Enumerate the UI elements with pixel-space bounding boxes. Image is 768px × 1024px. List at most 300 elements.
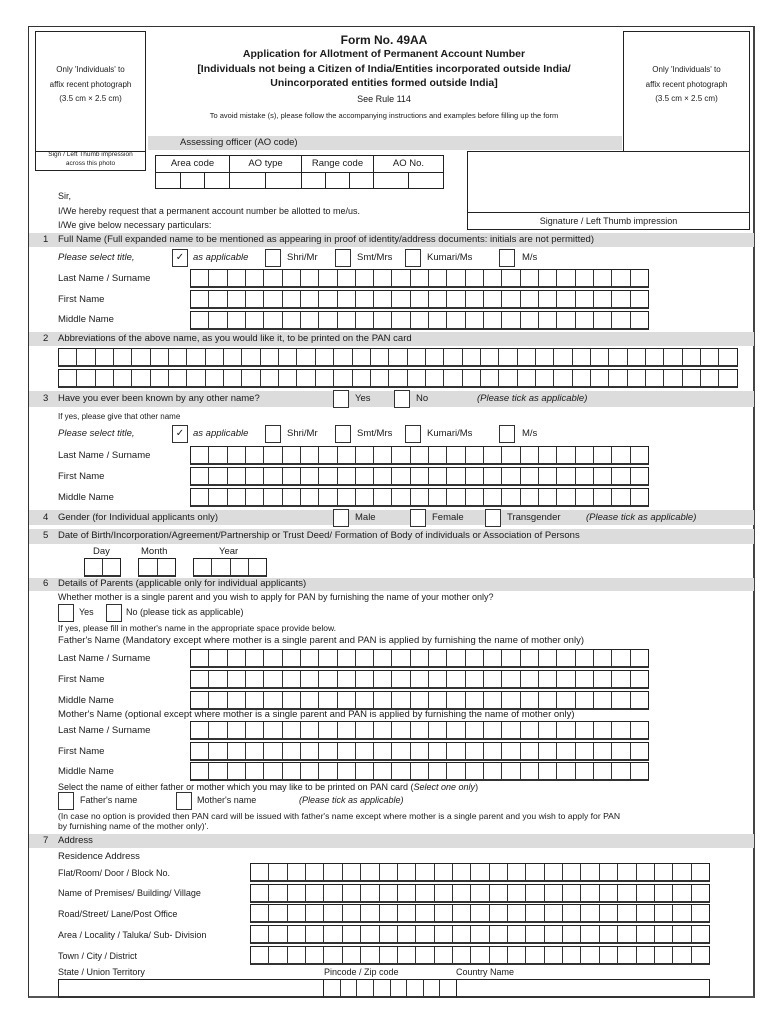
char-cell[interactable]: [521, 291, 539, 307]
char-cell[interactable]: [576, 270, 594, 286]
char-cell[interactable]: [557, 650, 575, 666]
char-cell[interactable]: [502, 270, 520, 286]
char-cell[interactable]: [429, 722, 447, 738]
char-cell[interactable]: [371, 370, 389, 386]
char-cell[interactable]: [283, 291, 301, 307]
char-cell[interactable]: [264, 489, 282, 505]
char-cell[interactable]: [594, 722, 612, 738]
char-cell[interactable]: [701, 370, 719, 386]
ao-cell[interactable]: [156, 173, 181, 189]
char-cell[interactable]: [231, 559, 249, 575]
char-cell[interactable]: [392, 722, 410, 738]
char-cell[interactable]: [484, 291, 502, 307]
char-cell[interactable]: [576, 743, 594, 759]
char-cell[interactable]: [151, 370, 169, 386]
char-cell[interactable]: [466, 743, 484, 759]
char-cell[interactable]: [655, 905, 673, 921]
char-cell[interactable]: [471, 885, 489, 901]
char-cell[interactable]: [246, 692, 264, 708]
char-cell[interactable]: [453, 885, 471, 901]
char-cell[interactable]: [191, 650, 209, 666]
char-cell[interactable]: [612, 692, 630, 708]
char-cell[interactable]: [288, 885, 306, 901]
char-cell[interactable]: [673, 905, 691, 921]
char-cell[interactable]: [374, 291, 392, 307]
ao-cell[interactable]: [350, 173, 374, 189]
char-cell[interactable]: [343, 864, 361, 880]
char-cell[interactable]: [306, 905, 324, 921]
char-cell[interactable]: [646, 370, 664, 386]
char-cell[interactable]: [536, 349, 554, 365]
ao-cell[interactable]: [326, 173, 350, 189]
char-cell[interactable]: [408, 370, 426, 386]
father-first-name-input[interactable]: [190, 670, 649, 689]
char-cell[interactable]: [594, 763, 612, 779]
single-parent-yes-checkbox[interactable]: [58, 604, 74, 622]
char-cell[interactable]: [557, 270, 575, 286]
char-cell[interactable]: [447, 692, 465, 708]
char-cell[interactable]: [251, 905, 269, 921]
char-cell[interactable]: [191, 447, 209, 463]
char-cell[interactable]: [466, 291, 484, 307]
char-cell[interactable]: [228, 447, 246, 463]
char-cell[interactable]: [508, 864, 526, 880]
char-cell[interactable]: [429, 692, 447, 708]
char-cell[interactable]: [319, 743, 337, 759]
char-cell[interactable]: [618, 905, 636, 921]
char-cell[interactable]: [612, 312, 630, 328]
char-cell[interactable]: [447, 270, 465, 286]
char-cell[interactable]: [539, 650, 557, 666]
s3-title-checkbox-as-applicable[interactable]: ✓: [172, 425, 188, 443]
char-cell[interactable]: [374, 489, 392, 505]
char-cell[interactable]: [612, 447, 630, 463]
char-cell[interactable]: [398, 926, 416, 942]
char-cell[interactable]: [664, 349, 682, 365]
char-cell[interactable]: [246, 489, 264, 505]
char-cell[interactable]: [573, 370, 591, 386]
char-cell[interactable]: [631, 743, 648, 759]
char-cell[interactable]: [191, 671, 209, 687]
char-cell[interactable]: [637, 947, 655, 963]
char-cell[interactable]: [283, 671, 301, 687]
char-cell[interactable]: [228, 489, 246, 505]
char-cell[interactable]: [288, 905, 306, 921]
char-cell[interactable]: [319, 671, 337, 687]
char-cell[interactable]: [563, 905, 581, 921]
char-cell[interactable]: [283, 692, 301, 708]
char-cell[interactable]: [242, 370, 260, 386]
char-cell[interactable]: [59, 370, 77, 386]
char-cell[interactable]: [338, 291, 356, 307]
char-cell[interactable]: [392, 447, 410, 463]
char-cell[interactable]: [288, 947, 306, 963]
ao-cell[interactable]: [302, 173, 326, 189]
char-cell[interactable]: [356, 468, 374, 484]
char-cell[interactable]: [301, 312, 319, 328]
char-cell[interactable]: [563, 864, 581, 880]
char-cell[interactable]: [139, 559, 158, 575]
char-cell[interactable]: [521, 312, 539, 328]
char-cell[interactable]: [356, 743, 374, 759]
char-cell[interactable]: [228, 270, 246, 286]
char-cell[interactable]: [521, 692, 539, 708]
char-cell[interactable]: [447, 743, 465, 759]
char-cell[interactable]: [447, 489, 465, 505]
char-cell[interactable]: [426, 349, 444, 365]
char-cell[interactable]: [576, 291, 594, 307]
char-cell[interactable]: [319, 447, 337, 463]
char-cell[interactable]: [631, 270, 648, 286]
char-cell[interactable]: [609, 349, 627, 365]
char-cell[interactable]: [228, 671, 246, 687]
char-cell[interactable]: [631, 722, 648, 738]
char-cell[interactable]: [557, 489, 575, 505]
ao-cell[interactable]: [409, 173, 443, 189]
char-cell[interactable]: [246, 763, 264, 779]
char-cell[interactable]: [453, 905, 471, 921]
char-cell[interactable]: [246, 447, 264, 463]
char-cell[interactable]: [338, 468, 356, 484]
char-cell[interactable]: [398, 885, 416, 901]
char-cell[interactable]: [664, 370, 682, 386]
char-cell[interactable]: [573, 349, 591, 365]
char-cell[interactable]: [374, 671, 392, 687]
char-cell[interactable]: [77, 370, 95, 386]
char-cell[interactable]: [631, 312, 648, 328]
char-cell[interactable]: [392, 468, 410, 484]
char-cell[interactable]: [224, 370, 242, 386]
char-cell[interactable]: [557, 763, 575, 779]
dob-month-input[interactable]: [138, 558, 176, 577]
char-cell[interactable]: [392, 692, 410, 708]
char-cell[interactable]: [301, 692, 319, 708]
char-cell[interactable]: [411, 671, 429, 687]
char-cell[interactable]: [563, 885, 581, 901]
char-cell[interactable]: [301, 447, 319, 463]
char-cell[interactable]: [518, 349, 536, 365]
char-cell[interactable]: [392, 671, 410, 687]
char-cell[interactable]: [490, 864, 508, 880]
char-cell[interactable]: [631, 489, 648, 505]
char-cell[interactable]: [324, 980, 341, 996]
char-cell[interactable]: [269, 926, 287, 942]
s3-title-checkbox-smt[interactable]: [335, 425, 351, 443]
char-cell[interactable]: [356, 291, 374, 307]
char-cell[interactable]: [374, 312, 392, 328]
char-cell[interactable]: [563, 947, 581, 963]
address-flat-input[interactable]: [250, 863, 710, 882]
char-cell[interactable]: [301, 722, 319, 738]
char-cell[interactable]: [581, 885, 599, 901]
char-cell[interactable]: [306, 864, 324, 880]
char-cell[interactable]: [526, 885, 544, 901]
char-cell[interactable]: [338, 489, 356, 505]
char-cell[interactable]: [466, 722, 484, 738]
char-cell[interactable]: [502, 671, 520, 687]
char-cell[interactable]: [374, 743, 392, 759]
char-cell[interactable]: [618, 885, 636, 901]
char-cell[interactable]: [316, 349, 334, 365]
char-cell[interactable]: [576, 692, 594, 708]
char-cell[interactable]: [356, 270, 374, 286]
char-cell[interactable]: [447, 447, 465, 463]
char-cell[interactable]: [338, 743, 356, 759]
char-cell[interactable]: [353, 349, 371, 365]
char-cell[interactable]: [224, 349, 242, 365]
char-cell[interactable]: [288, 926, 306, 942]
s3-middle-name-input[interactable]: [190, 488, 649, 507]
char-cell[interactable]: [581, 905, 599, 921]
char-cell[interactable]: [283, 743, 301, 759]
char-cell[interactable]: [411, 312, 429, 328]
print-mother-name-checkbox[interactable]: [176, 792, 192, 810]
char-cell[interactable]: [338, 312, 356, 328]
char-cell[interactable]: [59, 349, 77, 365]
char-cell[interactable]: [283, 722, 301, 738]
char-cell[interactable]: [191, 743, 209, 759]
char-cell[interactable]: [411, 743, 429, 759]
char-cell[interactable]: [392, 650, 410, 666]
char-cell[interactable]: [374, 447, 392, 463]
char-cell[interactable]: [471, 864, 489, 880]
char-cell[interactable]: [576, 763, 594, 779]
char-cell[interactable]: [261, 370, 279, 386]
gender-female-checkbox[interactable]: [410, 509, 426, 527]
char-cell[interactable]: [228, 743, 246, 759]
other-name-no-checkbox[interactable]: [394, 390, 410, 408]
char-cell[interactable]: [301, 270, 319, 286]
char-cell[interactable]: [338, 692, 356, 708]
char-cell[interactable]: [536, 370, 554, 386]
char-cell[interactable]: [557, 692, 575, 708]
char-cell[interactable]: [288, 864, 306, 880]
char-cell[interactable]: [429, 743, 447, 759]
char-cell[interactable]: [612, 743, 630, 759]
char-cell[interactable]: [612, 722, 630, 738]
title-checkbox-as-applicable[interactable]: ✓: [172, 249, 188, 267]
char-cell[interactable]: [416, 885, 434, 901]
char-cell[interactable]: [191, 763, 209, 779]
char-cell[interactable]: [526, 947, 544, 963]
char-cell[interactable]: [343, 905, 361, 921]
char-cell[interactable]: [440, 980, 456, 996]
char-cell[interactable]: [683, 349, 701, 365]
char-cell[interactable]: [246, 743, 264, 759]
char-cell[interactable]: [655, 864, 673, 880]
char-cell[interactable]: [612, 291, 630, 307]
char-cell[interactable]: [338, 763, 356, 779]
ao-cell[interactable]: [205, 173, 230, 189]
mother-middle-name-input[interactable]: [190, 762, 649, 781]
char-cell[interactable]: [209, 692, 227, 708]
char-cell[interactable]: [502, 291, 520, 307]
abbreviation-input-line-1[interactable]: [58, 348, 738, 367]
char-cell[interactable]: [539, 671, 557, 687]
char-cell[interactable]: [246, 468, 264, 484]
char-cell[interactable]: [594, 489, 612, 505]
char-cell[interactable]: [361, 926, 379, 942]
char-cell[interactable]: [283, 447, 301, 463]
s3-first-name-input[interactable]: [190, 467, 649, 486]
s1-first-name-input[interactable]: [190, 290, 649, 309]
char-cell[interactable]: [251, 864, 269, 880]
char-cell[interactable]: [447, 722, 465, 738]
char-cell[interactable]: [264, 743, 282, 759]
char-cell[interactable]: [683, 370, 701, 386]
char-cell[interactable]: [209, 468, 227, 484]
char-cell[interactable]: [319, 270, 337, 286]
char-cell[interactable]: [411, 270, 429, 286]
char-cell[interactable]: [594, 671, 612, 687]
char-cell[interactable]: [389, 370, 407, 386]
char-cell[interactable]: [114, 349, 132, 365]
char-cell[interactable]: [251, 926, 269, 942]
char-cell[interactable]: [591, 370, 609, 386]
char-cell[interactable]: [324, 947, 342, 963]
char-cell[interactable]: [246, 312, 264, 328]
char-cell[interactable]: [539, 447, 557, 463]
char-cell[interactable]: [209, 650, 227, 666]
char-cell[interactable]: [264, 270, 282, 286]
char-cell[interactable]: [637, 864, 655, 880]
ao-cell[interactable]: [266, 173, 302, 189]
char-cell[interactable]: [392, 743, 410, 759]
char-cell[interactable]: [319, 468, 337, 484]
other-name-yes-checkbox[interactable]: [333, 390, 349, 408]
char-cell[interactable]: [539, 489, 557, 505]
char-cell[interactable]: [356, 312, 374, 328]
char-cell[interactable]: [191, 312, 209, 328]
char-cell[interactable]: [228, 291, 246, 307]
char-cell[interactable]: [628, 370, 646, 386]
char-cell[interactable]: [407, 980, 424, 996]
char-cell[interactable]: [319, 692, 337, 708]
char-cell[interactable]: [356, 763, 374, 779]
char-cell[interactable]: [557, 468, 575, 484]
char-cell[interactable]: [242, 349, 260, 365]
char-cell[interactable]: [490, 947, 508, 963]
char-cell[interactable]: [447, 468, 465, 484]
char-cell[interactable]: [374, 722, 392, 738]
char-cell[interactable]: [447, 763, 465, 779]
char-cell[interactable]: [392, 312, 410, 328]
char-cell[interactable]: [361, 885, 379, 901]
char-cell[interactable]: [521, 468, 539, 484]
char-cell[interactable]: [692, 885, 709, 901]
char-cell[interactable]: [264, 312, 282, 328]
char-cell[interactable]: [576, 722, 594, 738]
char-cell[interactable]: [416, 905, 434, 921]
char-cell[interactable]: [453, 864, 471, 880]
s3-title-checkbox-shri[interactable]: [265, 425, 281, 443]
char-cell[interactable]: [539, 743, 557, 759]
char-cell[interactable]: [411, 489, 429, 505]
char-cell[interactable]: [228, 650, 246, 666]
char-cell[interactable]: [539, 468, 557, 484]
char-cell[interactable]: [334, 349, 352, 365]
char-cell[interactable]: [471, 926, 489, 942]
char-cell[interactable]: [103, 559, 120, 575]
char-cell[interactable]: [246, 270, 264, 286]
char-cell[interactable]: [471, 947, 489, 963]
char-cell[interactable]: [557, 291, 575, 307]
char-cell[interactable]: [283, 468, 301, 484]
char-cell[interactable]: [673, 926, 691, 942]
char-cell[interactable]: [692, 905, 709, 921]
char-cell[interactable]: [251, 885, 269, 901]
char-cell[interactable]: [594, 270, 612, 286]
char-cell[interactable]: [471, 905, 489, 921]
char-cell[interactable]: [631, 447, 648, 463]
char-cell[interactable]: [521, 650, 539, 666]
char-cell[interactable]: [502, 468, 520, 484]
char-cell[interactable]: [612, 489, 630, 505]
char-cell[interactable]: [554, 349, 572, 365]
char-cell[interactable]: [484, 489, 502, 505]
char-cell[interactable]: [539, 270, 557, 286]
char-cell[interactable]: [447, 312, 465, 328]
char-cell[interactable]: [594, 650, 612, 666]
char-cell[interactable]: [398, 864, 416, 880]
char-cell[interactable]: [484, 447, 502, 463]
char-cell[interactable]: [209, 722, 227, 738]
char-cell[interactable]: [114, 370, 132, 386]
char-cell[interactable]: [508, 905, 526, 921]
mother-last-name-input[interactable]: [190, 721, 649, 740]
char-cell[interactable]: [380, 864, 398, 880]
char-cell[interactable]: [557, 447, 575, 463]
dob-year-input[interactable]: [193, 558, 267, 577]
address-road-input[interactable]: [250, 904, 710, 923]
char-cell[interactable]: [490, 885, 508, 901]
char-cell[interactable]: [481, 349, 499, 365]
char-cell[interactable]: [526, 864, 544, 880]
char-cell[interactable]: [484, 468, 502, 484]
char-cell[interactable]: [502, 722, 520, 738]
char-cell[interactable]: [539, 312, 557, 328]
char-cell[interactable]: [191, 291, 209, 307]
char-cell[interactable]: [191, 270, 209, 286]
char-cell[interactable]: [466, 650, 484, 666]
char-cell[interactable]: [209, 291, 227, 307]
char-cell[interactable]: [557, 722, 575, 738]
char-cell[interactable]: [246, 671, 264, 687]
char-cell[interactable]: [416, 926, 434, 942]
char-cell[interactable]: [343, 885, 361, 901]
char-cell[interactable]: [301, 671, 319, 687]
char-cell[interactable]: [618, 864, 636, 880]
char-cell[interactable]: [301, 743, 319, 759]
char-cell[interactable]: [521, 489, 539, 505]
char-cell[interactable]: [191, 722, 209, 738]
char-cell[interactable]: [484, 763, 502, 779]
char-cell[interactable]: [591, 349, 609, 365]
char-cell[interactable]: [673, 885, 691, 901]
char-cell[interactable]: [429, 468, 447, 484]
char-cell[interactable]: [96, 349, 114, 365]
char-cell[interactable]: [169, 349, 187, 365]
ao-cell[interactable]: [181, 173, 205, 189]
char-cell[interactable]: [631, 291, 648, 307]
char-cell[interactable]: [132, 370, 150, 386]
char-cell[interactable]: [411, 692, 429, 708]
char-cell[interactable]: [380, 885, 398, 901]
char-cell[interactable]: [398, 905, 416, 921]
char-cell[interactable]: [392, 291, 410, 307]
s1-last-name-input[interactable]: [190, 269, 649, 288]
char-cell[interactable]: [435, 926, 453, 942]
